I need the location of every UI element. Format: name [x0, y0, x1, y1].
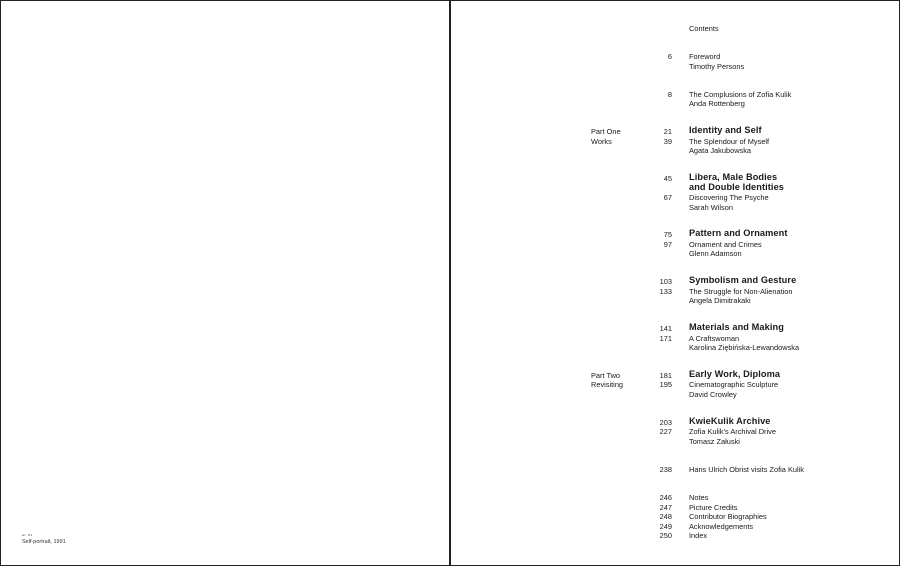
section-title: Symbolism and Gesture: [689, 275, 797, 285]
entry-title: Foreword: [689, 52, 721, 61]
part-sublabel: Revisiting: [591, 380, 624, 389]
entry-author: Sarah Wilson: [689, 203, 733, 212]
page-number: 238: [659, 465, 672, 474]
entry-author: Karolina Ziębińska-Lewandowska: [689, 343, 800, 352]
entry-title: Index: [689, 531, 708, 540]
image-caption: Self-portrait, 1991: [22, 539, 66, 545]
page-number: 141: [659, 324, 672, 333]
section-title: Early Work, Diploma: [689, 369, 781, 379]
page-number: 181: [659, 371, 672, 380]
section-title: Libera, Male Bodies: [689, 172, 778, 182]
entry-author: Angela Dimitrakaki: [689, 296, 751, 305]
entry-title: Discovering The Psyche: [689, 193, 769, 202]
page-number: 39: [663, 137, 672, 146]
page-number: 246: [659, 493, 672, 502]
entry-author: Agata Jakubowska: [689, 146, 752, 155]
page-number: 97: [663, 240, 672, 249]
part-sublabel: Works: [591, 137, 612, 146]
page-number: 8: [667, 90, 672, 99]
entry-title: A Craftswoman: [689, 334, 740, 343]
page-number: 247: [659, 503, 672, 512]
part-label: Part One: [591, 127, 621, 136]
page-number: 6: [667, 52, 672, 61]
entry-title: Zofia Kulik’s Archival Drive: [689, 427, 776, 436]
page-number: 227: [659, 427, 672, 436]
page-number: 203: [659, 418, 672, 427]
page-number: 21: [663, 127, 672, 136]
section-title: Pattern and Ornament: [689, 228, 788, 238]
entry-title: Ornament and Crimes: [689, 240, 762, 249]
page-gutter: [449, 0, 451, 566]
entry-title: The Struggle for Non-Alienation: [689, 287, 793, 296]
entry-author: Anda Rottenberg: [689, 99, 745, 108]
entry-author: Glenn Adamson: [689, 249, 742, 258]
contents-heading: Contents: [689, 24, 719, 33]
page-number: 249: [659, 522, 672, 531]
page-number: 45: [663, 174, 672, 183]
entry-title: Cinematographic Sculpture: [689, 380, 779, 389]
section-title: Identity and Self: [689, 125, 762, 135]
section-title: Materials and Making: [689, 322, 784, 332]
page-number: 103: [659, 277, 672, 286]
entry-title: Contributor Biographies: [689, 512, 767, 521]
entry-title: The Splendour of Myself: [689, 137, 770, 146]
section-title: KwieKulik Archive: [689, 416, 771, 426]
page-number: 250: [659, 531, 672, 540]
section-title: and Double Identities: [689, 182, 785, 192]
entry-title: Notes: [689, 493, 709, 502]
page-number: 248: [659, 512, 672, 521]
entry-author: David Crowley: [689, 390, 737, 399]
entry-title: Picture Credits: [689, 503, 738, 512]
entry-title: Hans Ulrich Obrist visits Zofia Kulik: [689, 465, 804, 474]
entry-title: The Complusions of Zofia Kulik: [689, 90, 792, 99]
page-number: 133: [659, 287, 672, 296]
page-number: 171: [659, 334, 672, 343]
entry-title: Acknowledgements: [689, 522, 754, 531]
entry-author: Timothy Persons: [689, 62, 745, 71]
part-label: Part Two: [591, 371, 621, 380]
caption-mark: ar. #1: [22, 533, 33, 537]
page-number: 67: [663, 193, 672, 202]
entry-author: Tomasz Załuski: [689, 437, 740, 446]
page-number: 75: [663, 230, 672, 239]
page-number: 195: [659, 380, 672, 389]
